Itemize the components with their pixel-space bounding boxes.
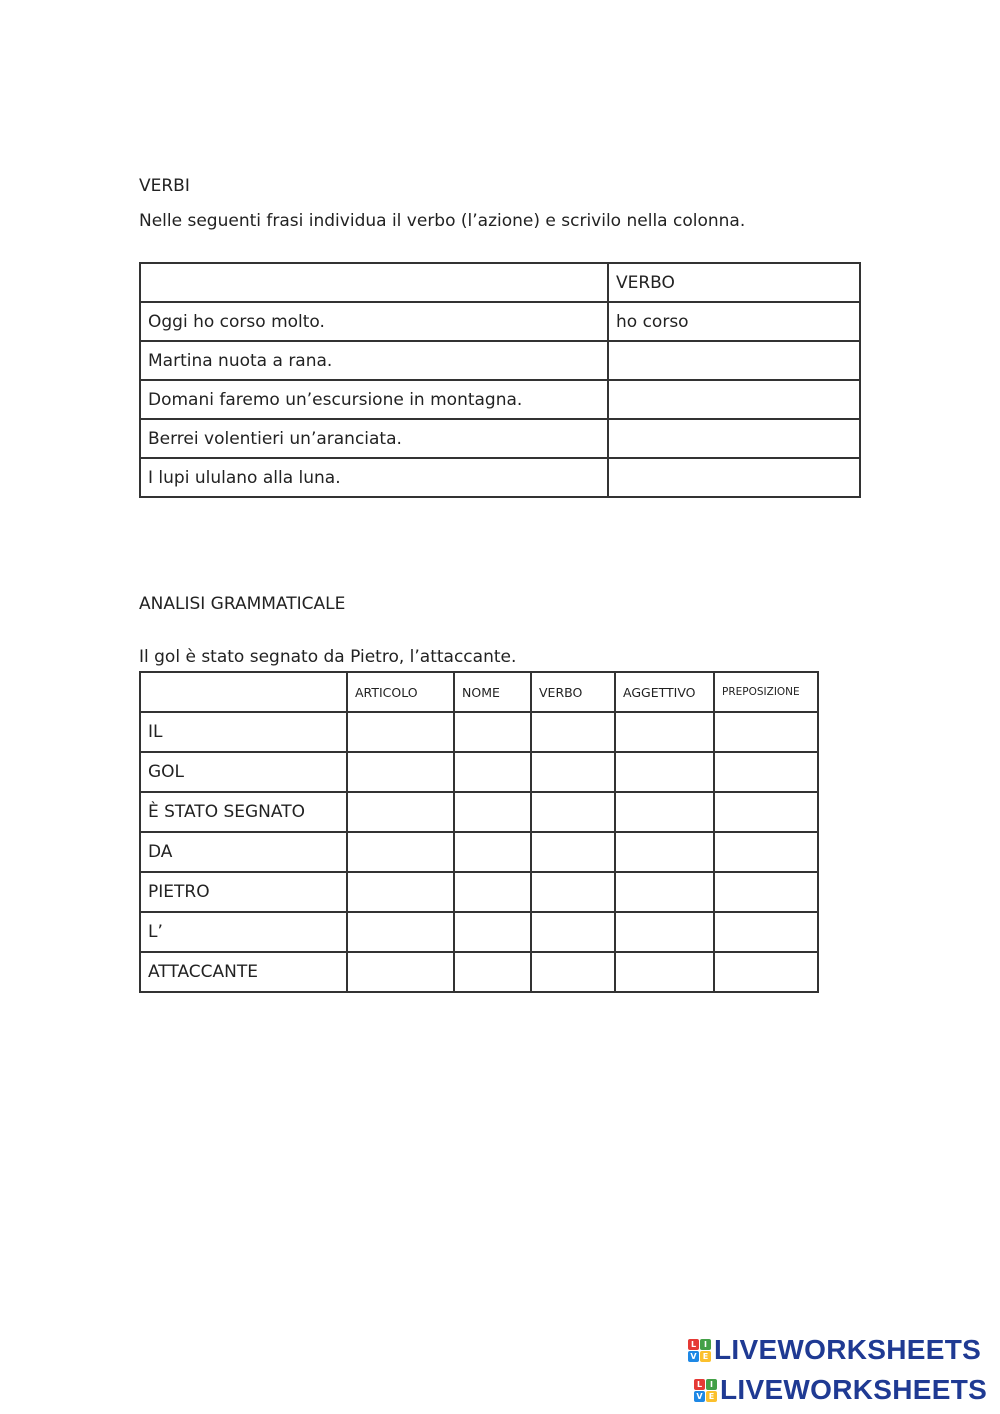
verb-answer-cell[interactable] <box>608 458 860 497</box>
sentence-cell: I lupi ululano alla luna. <box>140 458 608 497</box>
logo-mark-icon: L I V E <box>688 1339 711 1362</box>
word-cell: DA <box>140 832 347 872</box>
answer-cell[interactable] <box>531 792 615 832</box>
answer-cell[interactable] <box>714 712 818 752</box>
answer-cell[interactable] <box>454 952 531 992</box>
verb-answer-cell[interactable] <box>608 380 860 419</box>
table-row <box>140 341 860 380</box>
answer-cell[interactable] <box>714 952 818 992</box>
answer-cell[interactable] <box>615 792 714 832</box>
table-row <box>140 419 860 458</box>
header-preposizione: PREPOSIZIONE <box>714 672 818 712</box>
analysis-sentence: Il gol è stato segnato da Pietro, l’attaccante. <box>139 647 517 667</box>
table-header-row <box>140 672 818 712</box>
sentence-cell: Oggi ho corso molto. <box>140 302 608 341</box>
word-cell: PIETRO <box>140 872 347 912</box>
table-row <box>140 302 860 341</box>
section-title-analisi: ANALISI GRAMMATICALE <box>139 594 346 614</box>
answer-cell[interactable] <box>615 712 714 752</box>
verbi-table <box>139 262 861 498</box>
table-row <box>140 712 818 752</box>
answer-cell[interactable] <box>347 832 454 872</box>
table-header-row <box>140 263 860 302</box>
answer-cell[interactable] <box>615 912 714 952</box>
answer-cell[interactable] <box>347 912 454 952</box>
answer-cell[interactable] <box>531 752 615 792</box>
table-row <box>140 380 860 419</box>
header-verbo: VERBO <box>531 672 615 712</box>
word-cell: È STATO SEGNATO <box>140 792 347 832</box>
sentence-cell: Berrei volentieri un’aranciata. <box>140 419 608 458</box>
logo-mark-icon: L I V E <box>694 1379 717 1402</box>
verb-answer-cell[interactable]: ho corso <box>608 302 860 341</box>
sentence-cell: Domani faremo un’escursione in montagna. <box>140 380 608 419</box>
answer-cell[interactable] <box>531 832 615 872</box>
table-row <box>140 752 818 792</box>
header-articolo: ARTICOLO <box>347 672 454 712</box>
table-row <box>140 952 818 992</box>
verb-answer-cell[interactable] <box>608 419 860 458</box>
header-empty-cell <box>140 672 347 712</box>
section-title-verbi: VERBI <box>139 176 190 196</box>
logo-text: LIVEWORKSHEETS <box>714 1334 982 1365</box>
answer-cell[interactable] <box>714 912 818 952</box>
word-cell: IL <box>140 712 347 752</box>
verb-answer-cell[interactable] <box>608 341 860 380</box>
answer-cell[interactable] <box>454 752 531 792</box>
answer-cell[interactable] <box>615 832 714 872</box>
answer-cell[interactable] <box>347 952 454 992</box>
table-row <box>140 832 818 872</box>
answer-cell[interactable] <box>714 792 818 832</box>
table-row <box>140 458 860 497</box>
table-row <box>140 792 818 832</box>
answer-cell[interactable] <box>531 712 615 752</box>
answer-cell[interactable] <box>454 712 531 752</box>
answer-cell[interactable] <box>347 752 454 792</box>
answer-cell[interactable] <box>347 712 454 752</box>
answer-cell[interactable] <box>454 832 531 872</box>
answer-cell[interactable] <box>615 872 714 912</box>
answer-cell[interactable] <box>531 872 615 912</box>
word-cell: L’ <box>140 912 347 952</box>
answer-cell[interactable] <box>615 752 714 792</box>
sentence-cell: Martina nuota a rana. <box>140 341 608 380</box>
answer-cell[interactable] <box>714 872 818 912</box>
header-nome: NOME <box>454 672 531 712</box>
table-row <box>140 872 818 912</box>
answer-cell[interactable] <box>531 952 615 992</box>
answer-cell[interactable] <box>615 952 714 992</box>
table-row <box>140 912 818 952</box>
header-empty-cell <box>140 263 608 302</box>
answer-cell[interactable] <box>714 752 818 792</box>
analisi-table <box>139 671 819 993</box>
liveworksheets-logo[interactable] <box>694 1374 987 1406</box>
liveworksheets-logo[interactable] <box>688 1334 981 1366</box>
answer-cell[interactable] <box>347 792 454 832</box>
header-verbo-cell: VERBO <box>608 263 860 302</box>
logo-text: LIVEWORKSHEETS <box>720 1374 988 1405</box>
answer-cell[interactable] <box>454 792 531 832</box>
answer-cell[interactable] <box>454 912 531 952</box>
answer-cell[interactable] <box>454 872 531 912</box>
answer-cell[interactable] <box>714 832 818 872</box>
instruction-text: Nelle seguenti frasi individua il verbo (l’azione) e scrivilo nella colonna. <box>139 211 746 231</box>
word-cell: GOL <box>140 752 347 792</box>
header-aggettivo: AGGETTIVO <box>615 672 714 712</box>
answer-cell[interactable] <box>531 912 615 952</box>
word-cell: ATTACCANTE <box>140 952 347 992</box>
answer-cell[interactable] <box>347 872 454 912</box>
